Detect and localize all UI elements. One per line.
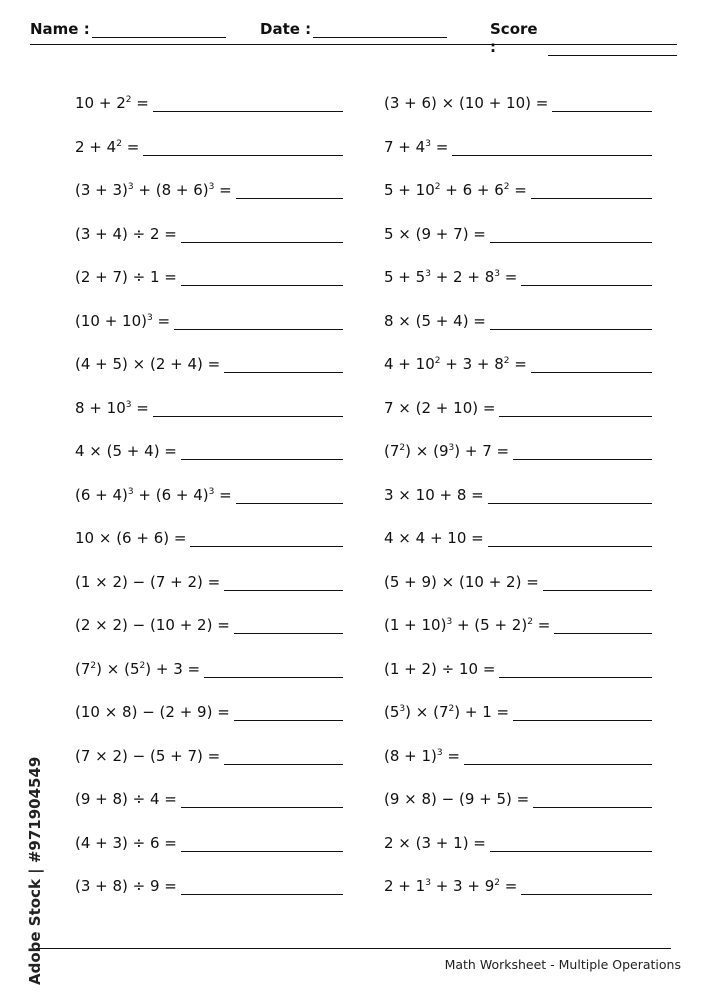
- problem-expression: $4 + 10^2 + 3 + 8^2$ =: [384, 355, 527, 373]
- problem-row: [384, 474, 652, 504]
- problem-row: [75, 343, 343, 373]
- exponent: 3: [127, 182, 134, 192]
- answer-blank[interactable]: [224, 746, 343, 765]
- problem-expression: $2 + 4^2$ =: [75, 137, 140, 156]
- problem-row: [75, 865, 343, 895]
- problem-expression: $(7^2) \times (5^2) + 3$ =: [75, 659, 201, 678]
- problem-row: [384, 82, 652, 112]
- exponent: 3: [425, 269, 431, 279]
- problem-expression: 8 × (5 + 4) =: [384, 311, 486, 330]
- problem-row: [75, 561, 343, 591]
- problem-row: [75, 387, 343, 417]
- answer-blank[interactable]: [190, 528, 343, 547]
- problem-expression: (2 × 2) − (10 + 2) =: [75, 616, 230, 634]
- problem-row: [75, 517, 343, 547]
- exponent: 2: [139, 660, 146, 671]
- problem-expression: (1 × 2) − (7 + 2) =: [75, 572, 221, 591]
- problem-expression: (1 + 2) ÷ 10 =: [384, 659, 496, 678]
- answer-blank[interactable]: [224, 572, 343, 591]
- problem-expression: 5 × (9 + 7) =: [384, 224, 486, 243]
- exponent: 2: [125, 95, 132, 105]
- problem-expression: (10 × 8) − (2 + 9) =: [75, 703, 230, 721]
- answer-blank[interactable]: [181, 441, 343, 460]
- problem-row: [75, 778, 343, 808]
- problem-row: [384, 169, 652, 199]
- problem-row: [384, 691, 652, 721]
- problem-row: [384, 213, 652, 243]
- answer-blank[interactable]: [204, 659, 343, 678]
- exponent: 3: [127, 486, 134, 497]
- problem-row: [75, 256, 343, 286]
- score-field: [490, 20, 677, 56]
- exponent: 2: [527, 617, 533, 627]
- answer-blank[interactable]: [543, 572, 652, 591]
- problem-row: [384, 126, 652, 156]
- name-label: Name :: [30, 20, 90, 38]
- problem-row: [384, 648, 652, 678]
- problem-expression: $(7^2) \times (9^3) + 7$ =: [384, 442, 510, 460]
- exponent: 2: [116, 138, 122, 149]
- stock-id-text: Adobe Stock | #971904549: [26, 756, 44, 985]
- problem-row: [75, 648, 343, 678]
- answer-blank[interactable]: [554, 615, 652, 634]
- problem-row: [384, 517, 652, 547]
- problem-row: [75, 430, 343, 460]
- problem-expression: $2 + 1^3 + 3 + 9^2$ =: [384, 877, 518, 895]
- problem-expression: $5 + 5^3 + 2 + 8^3$ =: [384, 268, 518, 286]
- score-blank: [548, 39, 677, 56]
- exponent: 2: [434, 356, 441, 366]
- answer-blank[interactable]: [490, 311, 652, 330]
- problem-row: [75, 691, 343, 721]
- problem-row: [75, 213, 343, 243]
- footer-divider: [36, 948, 671, 949]
- problem-expression: (5 + 9) × (10 + 2) =: [384, 572, 539, 591]
- problem-expression: $8 + 10^3$ =: [75, 398, 149, 417]
- exponent: 2: [503, 356, 510, 366]
- problem-expression: $10 + 2^2$ =: [75, 94, 149, 112]
- problem-expression: 2 × (3 + 1) =: [384, 833, 486, 852]
- problem-row: [75, 169, 343, 199]
- date-label: Date :: [260, 20, 312, 38]
- answer-blank[interactable]: [488, 485, 652, 504]
- problem-row: [384, 735, 652, 765]
- exponent: 3: [494, 269, 500, 279]
- answer-blank[interactable]: [531, 180, 652, 199]
- problem-row: [75, 822, 343, 852]
- name-blank: [92, 21, 226, 38]
- exponent: 3: [448, 443, 455, 453]
- answer-blank[interactable]: [513, 702, 652, 721]
- problem-row: [384, 430, 652, 460]
- stock-watermark: [4, 756, 44, 985]
- answer-blank[interactable]: [181, 789, 343, 808]
- problem-expression: (9 + 8) ÷ 4 =: [75, 790, 177, 808]
- problem-expression: (3 + 6) × (10 + 10) =: [384, 94, 549, 112]
- problem-expression: $(10 + 10)^3$ =: [75, 311, 171, 330]
- answer-blank[interactable]: [234, 702, 343, 721]
- answer-blank[interactable]: [521, 876, 652, 895]
- problem-row: [75, 126, 343, 156]
- problem-expression: $(1 + 10)^3 + (5 + 2)^2$ =: [384, 616, 551, 634]
- exponent: 3: [208, 486, 215, 497]
- answer-blank[interactable]: [153, 398, 343, 417]
- problem-row: [75, 82, 343, 112]
- worksheet-header: [30, 20, 677, 56]
- answer-blank[interactable]: [181, 876, 343, 895]
- problem-expression: $(6 + 4)^3 + (6 + 4)^3$ =: [75, 485, 232, 504]
- answer-blank[interactable]: [174, 311, 343, 330]
- answer-blank[interactable]: [499, 659, 652, 678]
- problem-row: [384, 343, 652, 373]
- answer-blank[interactable]: [234, 615, 343, 634]
- exponent: 3: [436, 747, 443, 758]
- answer-blank[interactable]: [153, 93, 343, 112]
- problem-expression: (3 + 8) ÷ 9 =: [75, 877, 177, 895]
- problem-expression: 10 × (6 + 6) =: [75, 529, 187, 547]
- answer-blank[interactable]: [499, 398, 652, 417]
- problem-row: [384, 822, 652, 852]
- header-divider: [30, 44, 677, 45]
- answer-blank[interactable]: [452, 137, 652, 156]
- name-field: [30, 20, 226, 38]
- problem-row: [384, 865, 652, 895]
- problem-expression: (4 + 5) × (2 + 4) =: [75, 355, 221, 373]
- answer-blank[interactable]: [521, 267, 652, 286]
- problem-row: [384, 256, 652, 286]
- problem-expression: (2 + 7) ÷ 1 =: [75, 268, 177, 286]
- problem-expression: (9 × 8) − (9 + 5) =: [384, 790, 530, 808]
- problem-expression: $(8 + 1)^3$ =: [384, 746, 460, 765]
- answer-blank[interactable]: [513, 441, 652, 460]
- answer-blank[interactable]: [181, 267, 343, 286]
- exponent: 3: [425, 138, 431, 149]
- problem-row: [384, 300, 652, 330]
- answer-blank[interactable]: [236, 180, 343, 199]
- answer-blank[interactable]: [533, 789, 652, 808]
- problem-row: [384, 604, 652, 634]
- footer-title: Math Worksheet - Multiple Operations: [444, 957, 681, 972]
- problem-expression: $(3 + 3)^3 + (8 + 6)^3$ =: [75, 181, 232, 199]
- answer-blank[interactable]: [236, 485, 343, 504]
- score-label: Score :: [490, 20, 538, 56]
- exponent: 3: [425, 878, 431, 888]
- exponent: 2: [448, 704, 455, 714]
- problem-row: [75, 735, 343, 765]
- answer-blank[interactable]: [181, 224, 343, 243]
- exponent: 3: [125, 399, 132, 410]
- problem-expression: 3 × 10 + 8 =: [384, 485, 484, 504]
- exponent: 2: [434, 182, 441, 192]
- problem-row: [384, 778, 652, 808]
- answer-blank[interactable]: [143, 137, 343, 156]
- answer-blank[interactable]: [488, 528, 652, 547]
- problem-expression: 4 × (5 + 4) =: [75, 442, 177, 460]
- problem-row: [384, 387, 652, 417]
- date-field: [260, 20, 447, 38]
- date-blank: [313, 21, 447, 38]
- exponent: 3: [399, 704, 406, 714]
- answer-blank[interactable]: [531, 354, 652, 373]
- problem-expression: 7 × (2 + 10) =: [384, 398, 496, 417]
- problem-row: [75, 300, 343, 330]
- answer-blank[interactable]: [464, 746, 652, 765]
- answer-blank[interactable]: [181, 833, 343, 852]
- problem-expression: $(5^3) \times (7^2) + 1$ =: [384, 703, 510, 721]
- exponent: 2: [399, 443, 406, 453]
- exponent: 3: [146, 312, 153, 323]
- problem-row: [384, 561, 652, 591]
- problem-expression: $5 + 10^2 + 6 + 6^2$ =: [384, 181, 527, 199]
- answer-blank[interactable]: [224, 354, 343, 373]
- exponent: 2: [494, 878, 500, 888]
- answer-blank[interactable]: [490, 224, 652, 243]
- problem-expression: $7 + 4^3$ =: [384, 137, 449, 156]
- problem-expression: (7 × 2) − (5 + 7) =: [75, 746, 221, 765]
- problem-expression: 4 × 4 + 10 =: [384, 529, 484, 547]
- exponent: 3: [446, 617, 453, 627]
- exponent: 2: [90, 660, 97, 671]
- answer-blank[interactable]: [552, 93, 652, 112]
- problem-row: [75, 474, 343, 504]
- problem-expression: (4 + 3) ÷ 6 =: [75, 833, 177, 852]
- problem-expression: (3 + 4) ÷ 2 =: [75, 224, 177, 243]
- answer-blank[interactable]: [490, 833, 652, 852]
- problem-row: [75, 604, 343, 634]
- exponent: 3: [208, 182, 215, 192]
- exponent: 2: [503, 182, 510, 192]
